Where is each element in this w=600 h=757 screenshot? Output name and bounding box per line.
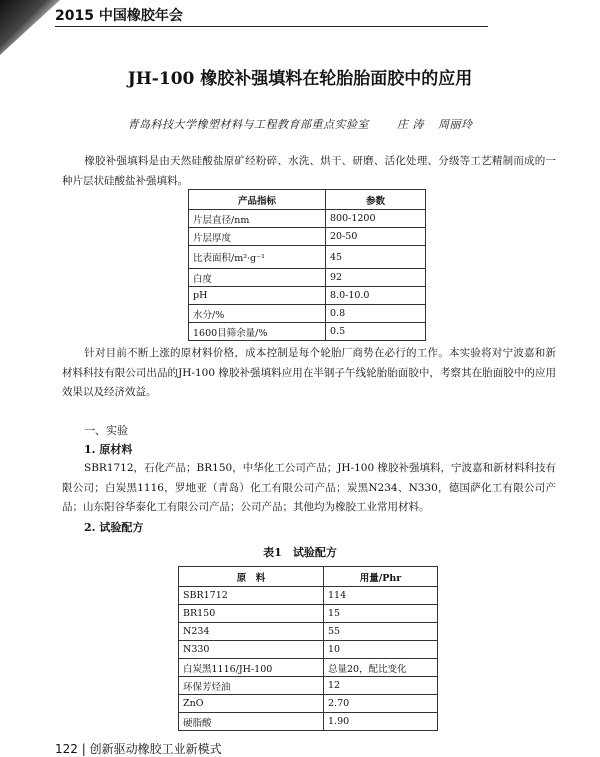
subsection-heading: 2. 试验配方 <box>84 521 144 534</box>
table-header-row <box>179 567 438 587</box>
table-row <box>189 305 426 323</box>
table-header-row <box>189 190 426 210</box>
cell: 白炭黑1116/JH-100 <box>179 659 324 677</box>
table-row <box>179 659 438 677</box>
cell: BR150 <box>179 605 324 623</box>
materials-text: SBR1712，石化产品；BR150，中华化工公司产品；JH-100 橡胶补强填料，宁波嘉和新材料科技有限公司；白炭黑1116，罗地亚（青岛）化工有限公司产品；炭黑N234、N330，德国萨化工有限公司产品；山东阳谷华泰化工有限公司产品；公司产品；其他均为橡胶工业常用材料。 <box>62 462 556 513</box>
cell: 硬脂酸 <box>179 713 324 731</box>
cell: 0.5 <box>326 323 426 341</box>
cell: 水分/% <box>189 305 326 323</box>
cell: 8.0-10.0 <box>326 287 426 305</box>
formula-table <box>178 566 438 731</box>
cell: N234 <box>179 623 324 641</box>
spec-table <box>188 189 426 341</box>
cell: 总量20，配比变化 <box>324 659 438 677</box>
running-header: 2015 中国橡胶年会 <box>55 8 183 24</box>
table-row <box>189 269 426 287</box>
cell: 1.90 <box>324 713 438 731</box>
cell: SBR1712 <box>179 587 324 605</box>
cell: 114 <box>324 587 438 605</box>
table-row <box>189 323 426 341</box>
table-row <box>189 228 426 246</box>
cell: 环保芳烃油 <box>179 677 324 695</box>
cell: 片层厚度 <box>189 228 326 246</box>
materials-paragraph <box>62 459 556 518</box>
page-footer: 122 | 创新驱动橡胶工业新模式 <box>55 742 222 756</box>
context-text: 针对目前不断上涨的原材料价格，成本控制是每个轮胎厂商势在必行的工作。本实验将对宁波嘉和新材料科技有限公司出品的JH-100 橡胶补强填料应用在半钢子午线轮胎胎面胶中，考察其在胎面胶中的应用效果以及经济效益。 <box>62 347 556 398</box>
cell: 92 <box>326 269 426 287</box>
intro-text: 橡胶补强填料是由天然硅酸盐原矿经粉碎、水洗、烘干、研磨、活化处理、分级等工艺精制而成的一种片层状硅酸盐补强填料。 <box>62 155 556 187</box>
cell: N330 <box>179 641 324 659</box>
table-row <box>179 605 438 623</box>
cell: 1600目筛余量/% <box>189 323 326 341</box>
column-header: 原 料 <box>179 567 324 587</box>
table-row <box>179 623 438 641</box>
column-header: 产品指标 <box>189 190 326 210</box>
cell: 0.8 <box>326 305 426 323</box>
context-paragraph <box>62 344 556 403</box>
table-row <box>179 713 438 731</box>
cell: 55 <box>324 623 438 641</box>
table-row <box>189 246 426 269</box>
article-title: JH-100 橡胶补强填料在轮胎胎面胶中的应用 <box>127 69 473 89</box>
subsection-heading: 1. 原材料 <box>84 443 133 456</box>
cell: pH <box>189 287 326 305</box>
cell: 2.70 <box>324 695 438 713</box>
author: 庄 涛 <box>397 118 424 131</box>
cell: 45 <box>326 246 426 269</box>
table-row <box>179 587 438 605</box>
cell: 比表面积/m²·g⁻¹ <box>189 246 326 269</box>
cell: 20-50 <box>326 228 426 246</box>
affiliation: 青岛科技大学橡塑材料与工程教育部重点实验室 <box>127 118 369 131</box>
scan-corner-shadow <box>0 0 60 55</box>
table-row <box>179 695 438 713</box>
cell: 15 <box>324 605 438 623</box>
section-heading: 一、实验 <box>84 424 128 437</box>
affiliation-line <box>0 116 600 132</box>
intro-paragraph <box>62 152 556 191</box>
cell: 片层直径/nm <box>189 210 326 228</box>
author: 周丽玲 <box>438 118 473 131</box>
table-caption: 表1 试验配方 <box>263 546 337 559</box>
table-row <box>189 287 426 305</box>
table-row <box>189 210 426 228</box>
table-row <box>179 677 438 695</box>
cell: 白度 <box>189 269 326 287</box>
column-header: 参数 <box>326 190 426 210</box>
cell: ZnO <box>179 695 324 713</box>
header-rule <box>55 26 488 27</box>
cell: 12 <box>324 677 438 695</box>
cell: 800-1200 <box>326 210 426 228</box>
cell: 10 <box>324 641 438 659</box>
table-row <box>179 641 438 659</box>
column-header: 用量/Phr <box>324 567 438 587</box>
